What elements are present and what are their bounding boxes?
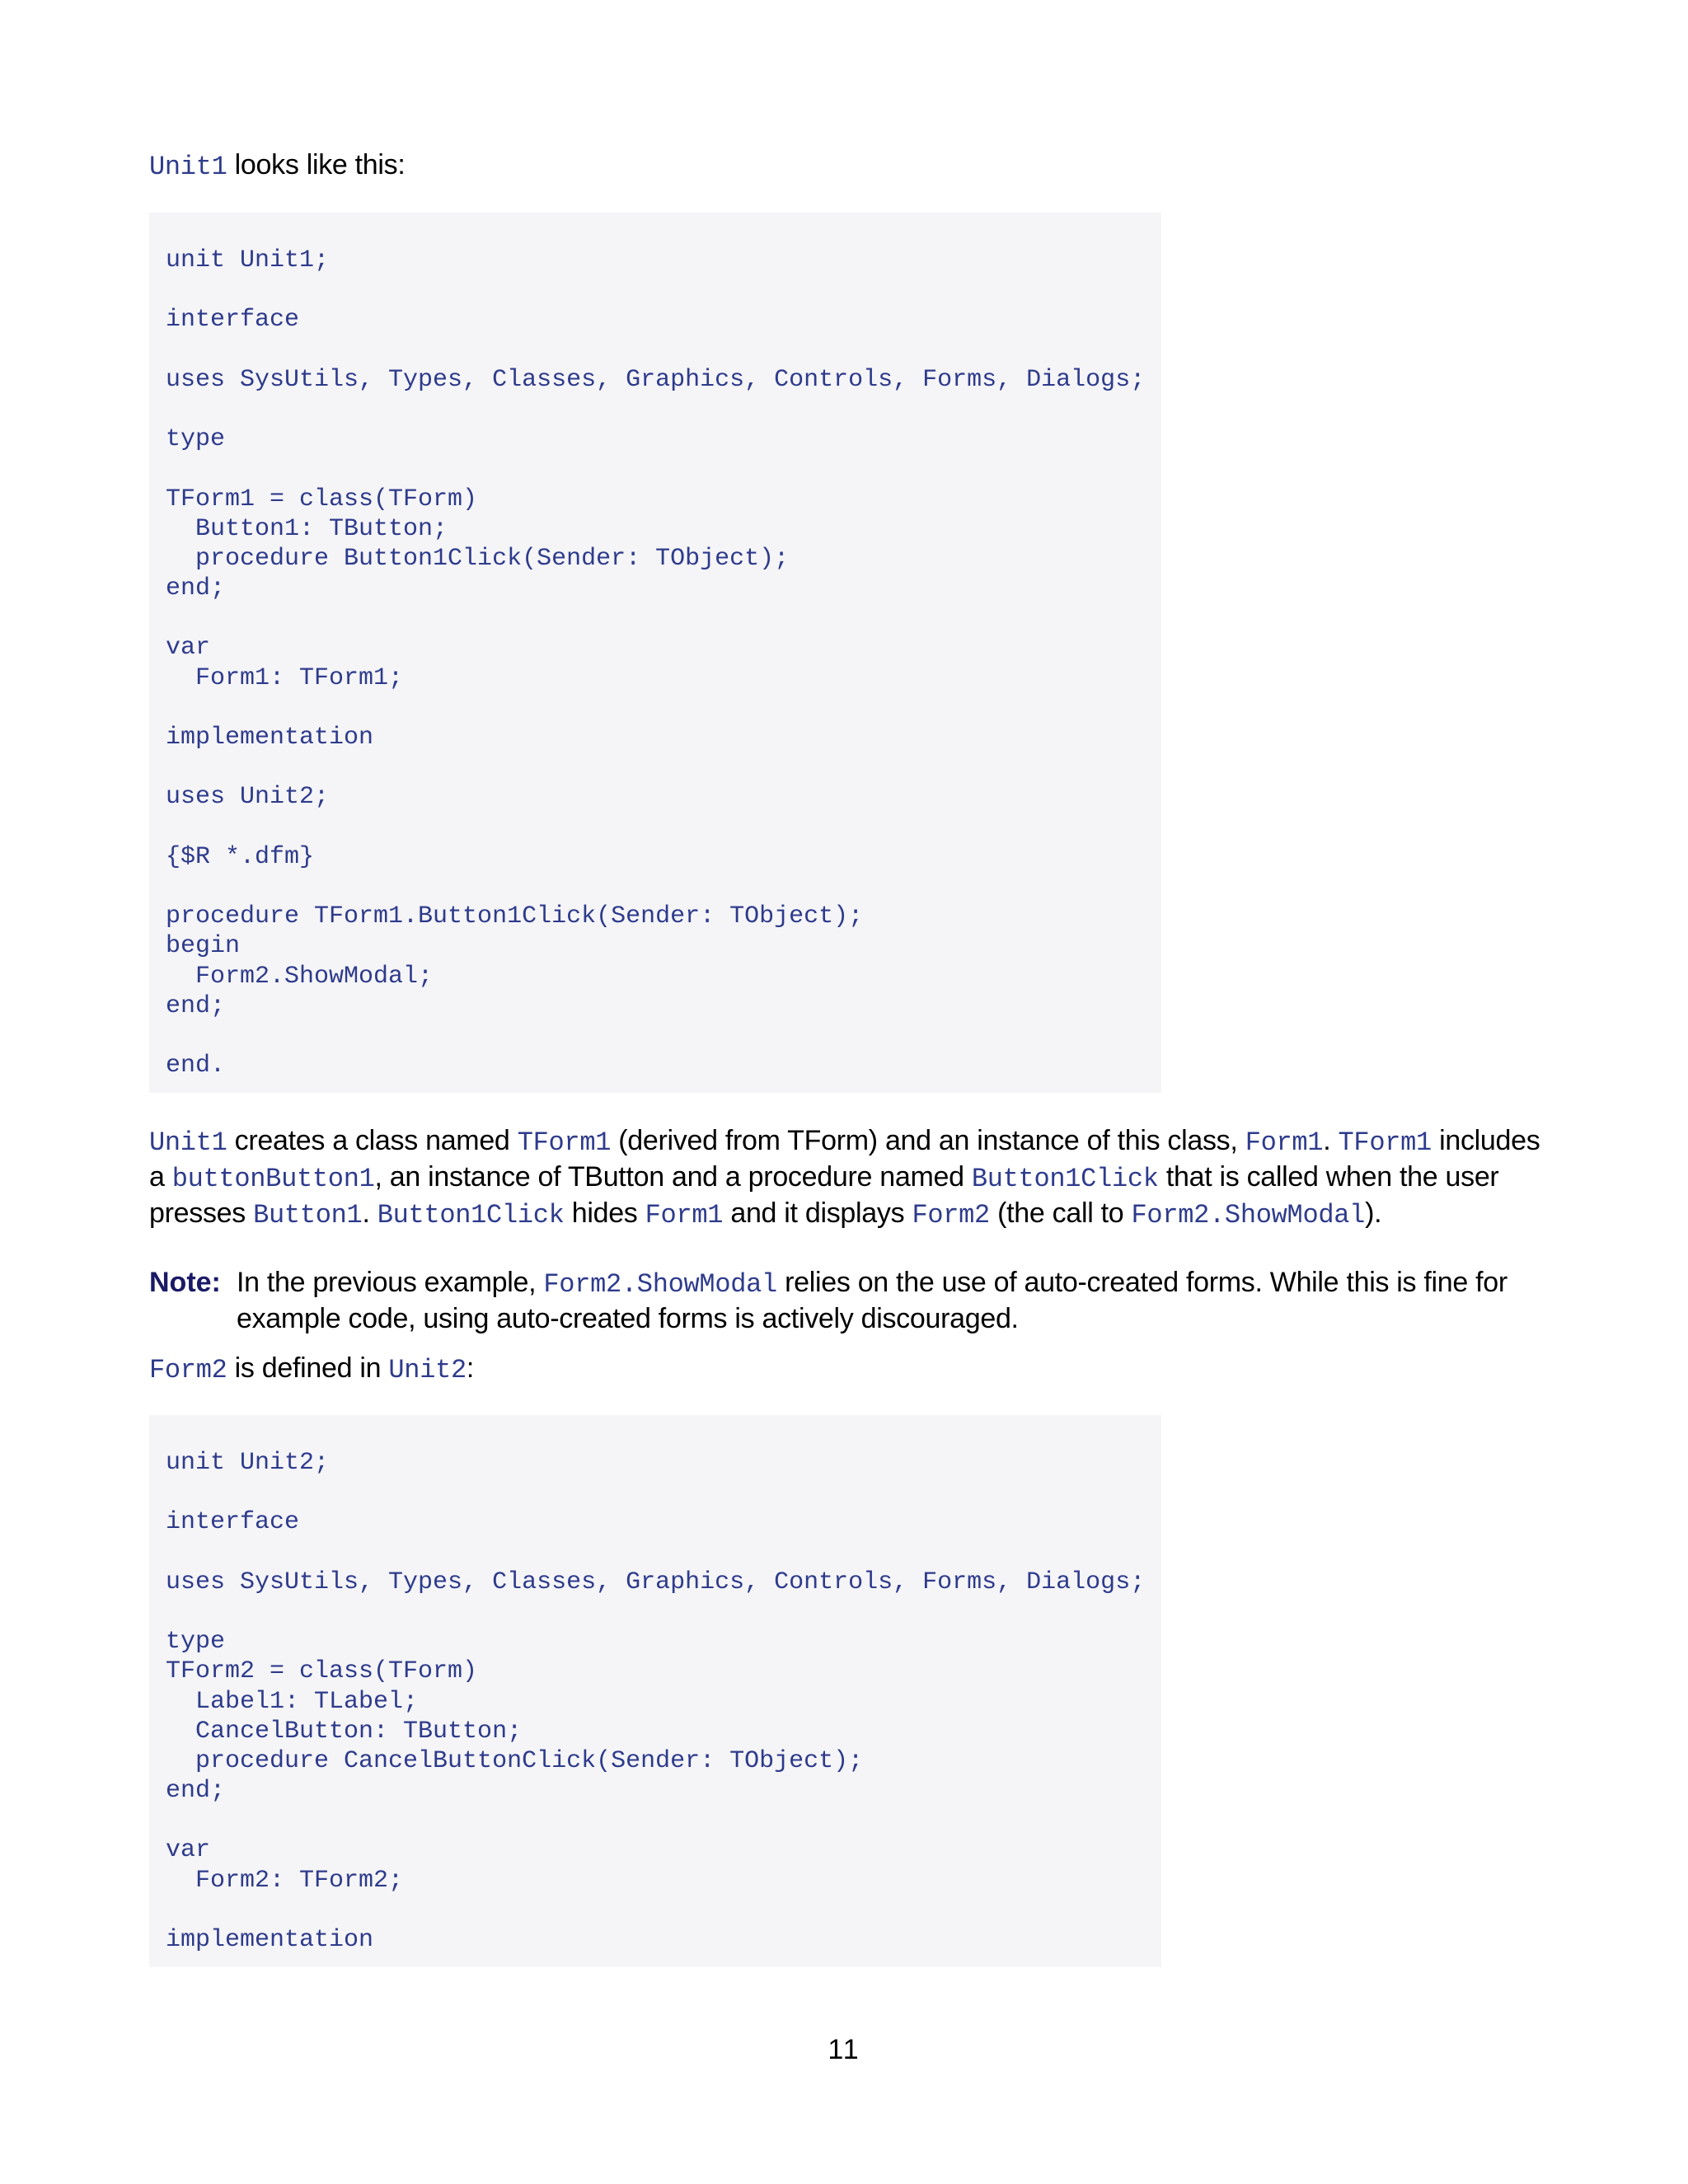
inline-text: (the call to xyxy=(989,1197,1132,1229)
code-line: uses SysUtils, Types, Classes, Graphics, Controls, Forms, Dialogs; xyxy=(166,1568,1146,1596)
code-line xyxy=(166,813,1161,842)
code-line: Form1: TForm1; xyxy=(166,663,404,692)
inline-code: TForm1 xyxy=(517,1127,612,1158)
inline-text: . xyxy=(362,1197,377,1229)
code-line: procedure Button1Click(Sender: TObject); xyxy=(166,544,790,573)
inline-text: (derived from TForm) and an instance of this class, xyxy=(611,1125,1245,1156)
code-line: end. xyxy=(166,1052,226,1080)
code-line: procedure TForm1.Button1Click(Sender: TObject); xyxy=(166,902,864,931)
code-line: type xyxy=(166,425,226,454)
note-line-2 xyxy=(237,1301,1555,1337)
inline-text: a xyxy=(149,1161,172,1193)
inline-code: buttonButton1 xyxy=(171,1164,375,1194)
inline-code: Unit1 xyxy=(149,1127,227,1158)
page-number: 11 xyxy=(828,2034,860,2065)
code-line xyxy=(166,395,1161,424)
code-line: end; xyxy=(166,574,226,603)
code-line: Form2: TForm2; xyxy=(166,1866,404,1895)
inline-text: relies on the use of auto-created forms. While this is fine for xyxy=(776,1267,1507,1298)
code-line: Form2.ShowModal; xyxy=(166,962,434,991)
code-line: var xyxy=(166,634,211,663)
code-line xyxy=(166,1021,1161,1051)
code-line: implementation xyxy=(166,1926,374,1954)
inline-code: Form1 xyxy=(645,1200,724,1230)
note-line-1 xyxy=(237,1264,1555,1303)
inline-code: Form2.ShowModal xyxy=(543,1269,777,1300)
code-line xyxy=(166,1538,1161,1568)
code-line: implementation xyxy=(166,724,374,752)
code-line xyxy=(166,1896,1161,1925)
code-line: Label1: TLabel; xyxy=(166,1687,419,1716)
code-line xyxy=(166,1597,1161,1627)
code-line: begin xyxy=(166,932,241,961)
code-line: interface xyxy=(166,306,300,335)
code-line: TForm2 = class(TForm) xyxy=(166,1657,478,1686)
inline-text: . xyxy=(1323,1125,1339,1156)
code-line: Button1: TButton; xyxy=(166,514,448,543)
inline-code: Button1 xyxy=(253,1200,363,1230)
code-line xyxy=(166,335,1161,365)
code-line: CancelButton: TButton; xyxy=(166,1717,523,1746)
code-line xyxy=(166,1478,1161,1507)
explanation-line-1 xyxy=(149,1122,1550,1161)
code-block-unit2 xyxy=(149,1415,1161,1967)
code-line xyxy=(166,454,1161,484)
inline-text: hides xyxy=(564,1197,645,1229)
explanation-line-3 xyxy=(149,1195,1550,1234)
intro-text: looks like this: xyxy=(227,149,406,180)
code-line: unit Unit2; xyxy=(166,1449,330,1477)
inline-text: : xyxy=(466,1352,475,1384)
inline-text: and it displays xyxy=(723,1197,912,1229)
inline-text: example code, using auto-created forms is actively discouraged. xyxy=(237,1303,1019,1334)
inline-text: ). xyxy=(1365,1197,1382,1229)
inline-code: TForm1 xyxy=(1338,1127,1432,1158)
intro-paragraph xyxy=(149,147,1550,185)
code-line: TForm1 = class(TForm) xyxy=(166,485,478,513)
inline-text: includes xyxy=(1431,1125,1540,1156)
code-line: uses Unit2; xyxy=(166,783,330,812)
inline-text: , an instance of TButton and a procedure named xyxy=(374,1161,972,1193)
inline-code: Form2.ShowModal xyxy=(1131,1200,1366,1230)
inline-code: Form2 xyxy=(149,1355,227,1385)
code-line: interface xyxy=(166,1508,300,1537)
inline-text: creates a class named xyxy=(227,1125,518,1156)
code-line: procedure CancelButtonClick(Sender: TObject); xyxy=(166,1746,864,1775)
code-line: unit Unit1; xyxy=(166,246,330,274)
code-block-unit1 xyxy=(149,213,1161,1093)
inline-code: Button1Click xyxy=(971,1164,1159,1194)
code-line xyxy=(166,872,1161,902)
inline-code: Unit2 xyxy=(388,1355,467,1385)
code-line: uses SysUtils, Types, Classes, Graphics, Controls, Forms, Dialogs; xyxy=(166,365,1146,394)
note-label: Note: xyxy=(149,1267,221,1298)
code-line: type xyxy=(166,1628,226,1657)
inline-code: Button1Click xyxy=(377,1200,565,1230)
code-line: end; xyxy=(166,1777,226,1806)
code-line: var xyxy=(166,1836,211,1865)
code-line: {$R *.dfm} xyxy=(166,842,315,871)
form2-intro-paragraph xyxy=(149,1350,1550,1389)
inline-text: is defined in xyxy=(227,1352,389,1384)
explanation-line-2 xyxy=(149,1159,1550,1197)
inline-text: that is called when the user xyxy=(1158,1161,1499,1193)
code-line xyxy=(166,693,1161,723)
code-line xyxy=(166,752,1161,782)
code-line: end; xyxy=(166,991,226,1020)
inline-code: Form2 xyxy=(912,1200,990,1230)
code-line xyxy=(166,1806,1161,1835)
code-line xyxy=(166,275,1161,305)
inline-text: presses xyxy=(149,1197,254,1229)
inline-text: In the previous example, xyxy=(237,1267,544,1298)
code-line xyxy=(166,603,1161,633)
inline-code: Form1 xyxy=(1245,1127,1324,1158)
intro-code: Unit1 xyxy=(149,152,227,182)
